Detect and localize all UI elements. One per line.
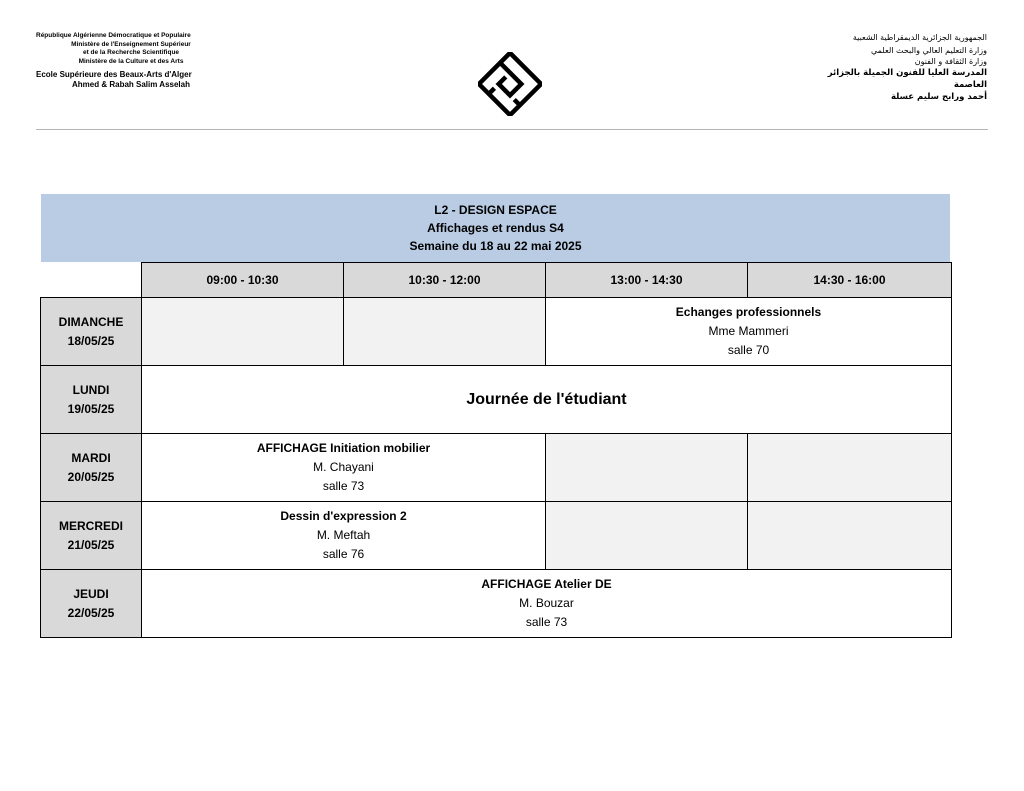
header-line: et de la Recherche Scientifique: [82, 49, 180, 56]
schedule-table: [40, 262, 952, 638]
day-cell: [41, 366, 142, 434]
day-row-mardi: [41, 434, 952, 502]
time-slot-header: 14:30 - 16:00: [748, 263, 952, 298]
header-left: [36, 32, 226, 90]
day-date: 18/05/25: [67, 333, 115, 348]
event-title: Echanges professionnels: [675, 305, 822, 319]
event-cell: [142, 366, 952, 434]
event-teacher: Mme Mammeri: [708, 324, 789, 338]
event-teacher: M. Bouzar: [519, 596, 574, 610]
event-title: Dessin d'expression 2: [280, 509, 407, 523]
day-name: MERCREDI: [58, 518, 123, 533]
schedule-title: [41, 194, 950, 262]
empty-slot: [748, 434, 952, 502]
day-name: DIMANCHE: [58, 314, 124, 329]
title-line-week: Semaine du 18 au 22 mai 2025: [409, 239, 582, 253]
empty-slot: [142, 298, 344, 366]
header-line: Ministère de la Culture et des Arts: [78, 57, 184, 65]
title-line-subject: Affichages et rendus S4: [427, 221, 564, 235]
school-logo-icon: [478, 52, 542, 116]
school-subname-ar: أحمد ورابح سليم عسلة: [891, 92, 987, 102]
day-name: JEUDI: [73, 586, 109, 601]
event-cell: [142, 434, 546, 502]
header-right: [797, 32, 987, 103]
school-subname: Ahmed & Rabah Salim Asselah: [72, 80, 190, 89]
header-divider: [36, 129, 988, 130]
time-header-row: [41, 263, 952, 298]
day-cell: [41, 298, 142, 366]
empty-slot: [344, 298, 546, 366]
day-row-mercredi: [41, 502, 952, 570]
empty-slot: [546, 502, 748, 570]
event-title: Journée de l'étudiant: [466, 391, 627, 408]
day-row-lundi: [41, 366, 952, 434]
empty-slot: [546, 434, 748, 502]
header-line-ar: الجمهورية الجزائرية الديمقراطية الشعبية: [852, 33, 987, 42]
header-line-ar: وزارة الثقافة و الفنون: [914, 57, 987, 66]
day-date: 22/05/25: [67, 605, 115, 620]
title-line-program: L2 - DESIGN ESPACE: [434, 203, 557, 217]
day-date: 20/05/25: [67, 469, 115, 484]
school-name: Ecole Supérieure des Beaux-Arts d'Alger: [36, 70, 192, 79]
event-room: salle 73: [322, 479, 365, 493]
time-slot-header: 10:30 - 12:00: [344, 263, 546, 298]
time-slot-header: 09:00 - 10:30: [142, 263, 344, 298]
day-row-dimanche: [41, 298, 952, 366]
day-date: 21/05/25: [67, 537, 115, 552]
day-cell: [41, 434, 142, 502]
school-name-ar: المدرسة العليا للفنون الجميلة بالجزائر العاصمة: [827, 68, 987, 90]
day-cell: [41, 570, 142, 638]
day-name: MARDI: [71, 450, 111, 465]
header-line: Ministère de l'Enseignement Supérieur: [71, 40, 191, 48]
time-slot-header: 13:00 - 14:30: [546, 263, 748, 298]
event-title: AFFICHAGE Atelier DE: [481, 577, 612, 591]
corner-cell: [41, 263, 142, 298]
day-cell: [41, 502, 142, 570]
event-room: salle 73: [525, 615, 568, 629]
event-room: salle 70: [727, 343, 770, 357]
event-teacher: M. Chayani: [313, 460, 374, 474]
event-cell: [142, 502, 546, 570]
empty-slot: [748, 502, 952, 570]
event-cell: [546, 298, 952, 366]
day-row-jeudi: [41, 570, 952, 638]
event-teacher: M. Meftah: [316, 528, 371, 542]
day-name: LUNDI: [72, 382, 110, 397]
event-room: salle 76: [322, 547, 365, 561]
event-title: AFFICHAGE Initiation mobilier: [256, 441, 431, 455]
event-cell: [142, 570, 952, 638]
header-line-ar: وزارة التعليم العالي والبحث العلمي: [871, 46, 987, 55]
header-line: République Algérienne Démocratique et Populaire: [36, 32, 191, 39]
day-date: 19/05/25: [67, 401, 115, 416]
